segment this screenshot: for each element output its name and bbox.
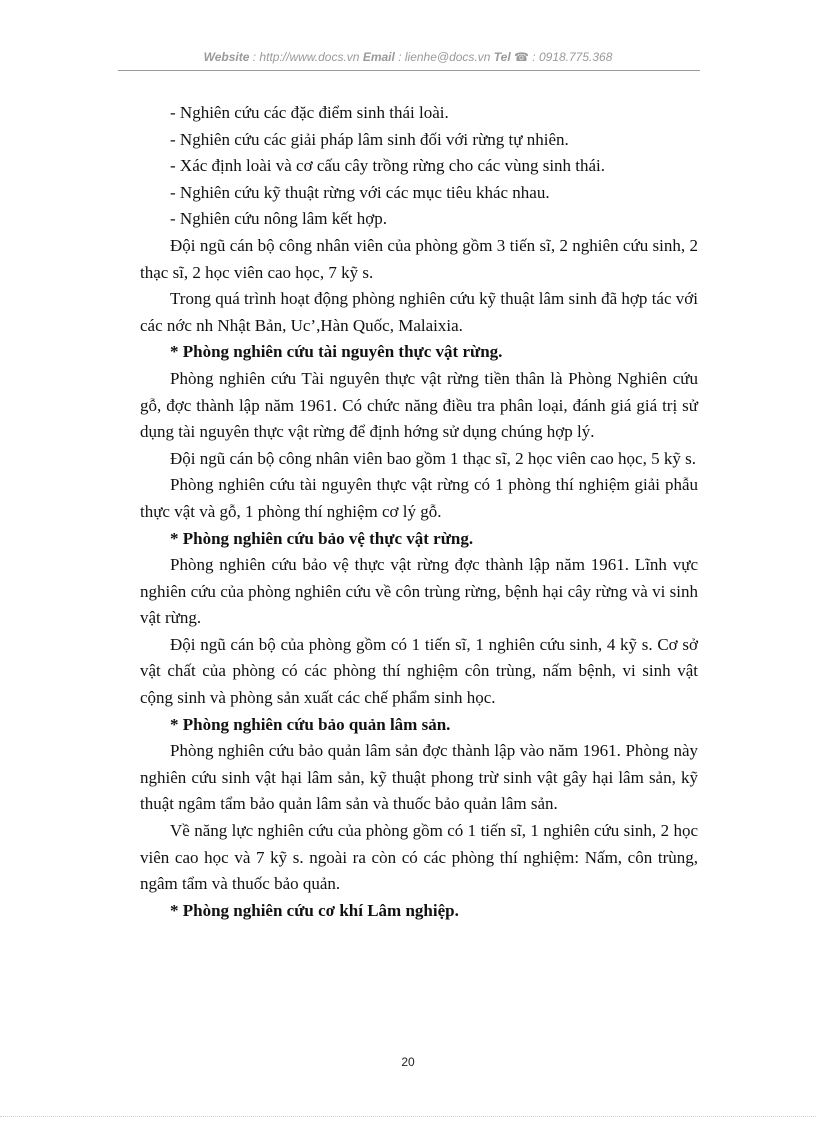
paragraph: Đội ngũ cán bộ công nhân viên của phòng gồm 3 tiến sĩ, 2 nghiên cứu sinh, 2 thạc sĩ, 2 học viên cao học, 7 kỹ s. xyxy=(140,235,698,282)
paragraph: Phòng nghiên cứu tài nguyên thực vật rừng có 1 phòng thí nghiệm giải phẫu thực vật và gỗ, 1 phòng thí nghiệm cơ lý gỗ. xyxy=(140,475,698,521)
paragraph: Phòng nghiên cứu Tài nguyên thực vật rừng tiền thân là Phòng Nghiên cứu gỗ, đợc thành lập năm 1961. Có chức năng điều tra phân loại, đánh giá giá trị sử dụng tài nguyên thực vật rừng để định hớng sử dụng chúng hợp lý. xyxy=(140,368,698,442)
header-divider xyxy=(118,70,700,71)
paragraph: Đội ngũ cán bộ của phòng gồm có 1 tiến sĩ, 1 nghiên cứu sinh, 4 kỹ s. Cơ sở vật chất của phòng có các phòng thí nghiệm côn trùng, nấm bệnh, vi sinh vật cộng sinh và phòng sản xuất các chế phẩm sinh học. xyxy=(140,634,698,708)
section-heading: * Phòng nghiên cứu cơ khí Lâm nghiệp. xyxy=(170,900,459,920)
bullet-item: - Nghiên cứu các đặc điểm sinh thái loài. xyxy=(170,103,449,122)
website-label: Website xyxy=(203,50,250,64)
website-value: : http://www.docs.vn xyxy=(252,50,360,64)
section-heading: * Phòng nghiên cứu tài nguyên thực vật rừng. xyxy=(170,342,503,362)
email-value: : lienhe@docs.vn xyxy=(398,50,491,64)
paragraph: Phòng nghiên cứu bảo vệ thực vật rừng đợc thành lập năm 1961. Lĩnh vực nghiên cứu của phòng nghiên cứu về côn trùng rừng, bệnh hại cây rừng và vi sinh vật rừng. xyxy=(140,555,698,628)
bullet-item: - Xác định loài và cơ cấu cây trồng rừng cho các vùng sinh thái. xyxy=(170,156,606,176)
paragraph: Phòng nghiên cứu bảo quản lâm sản đợc thành lập vào năm 1961. Phòng này nghiên cứu sinh vật hại lâm sản, kỹ thuật phong trừ sinh vật gây hại lâm sản, kỹ thuật ngâm tẩm bảo quản lâm sản và thuốc bảo quản lâm sản. xyxy=(140,741,698,814)
bullet-item: - Nghiên cứu kỹ thuật rừng với các mục tiêu khác nhau. xyxy=(170,182,550,202)
email-label: Email xyxy=(362,50,395,64)
paragraph: Đội ngũ cán bộ công nhân viên bao gồm 1 thạc sĩ, 2 học viên cao học, 5 kỹ s. xyxy=(170,448,696,468)
paragraph: Trong quá trình hoạt động phòng nghiên cứu kỹ thuật lâm sinh đã hợp tác với các nớc nh Nhật Bản, Uc’,Hàn Quốc, Malaixia. xyxy=(140,289,698,335)
section-heading: * Phòng nghiên cứu bảo quản lâm sản. xyxy=(170,714,451,734)
paragraph: Về năng lực nghiên cứu của phòng gồm có 1 tiến sĩ, 1 nghiên cứu sinh, 2 học viên cao học và 7 kỹ s. ngoài ra còn có các phòng thí nghiệm: Nấm, côn trùng, ngâm tẩm và thuốc bảo quản. xyxy=(140,821,698,894)
document-body xyxy=(140,100,698,924)
page-header xyxy=(0,50,816,64)
bullet-item: - Nghiên cứu các giải pháp lâm sinh đối với rừng tự nhiên. xyxy=(170,129,569,149)
footer-divider xyxy=(0,1116,816,1117)
bullet-item: - Nghiên cứu nông lâm kết hợp. xyxy=(170,209,387,229)
tel-value: ☎ : 0918.775.368 xyxy=(514,50,613,64)
tel-label: Tel xyxy=(493,50,511,64)
page-number: 20 xyxy=(401,1055,415,1069)
section-heading: * Phòng nghiên cứu bảo vệ thực vật rừng. xyxy=(170,528,474,548)
